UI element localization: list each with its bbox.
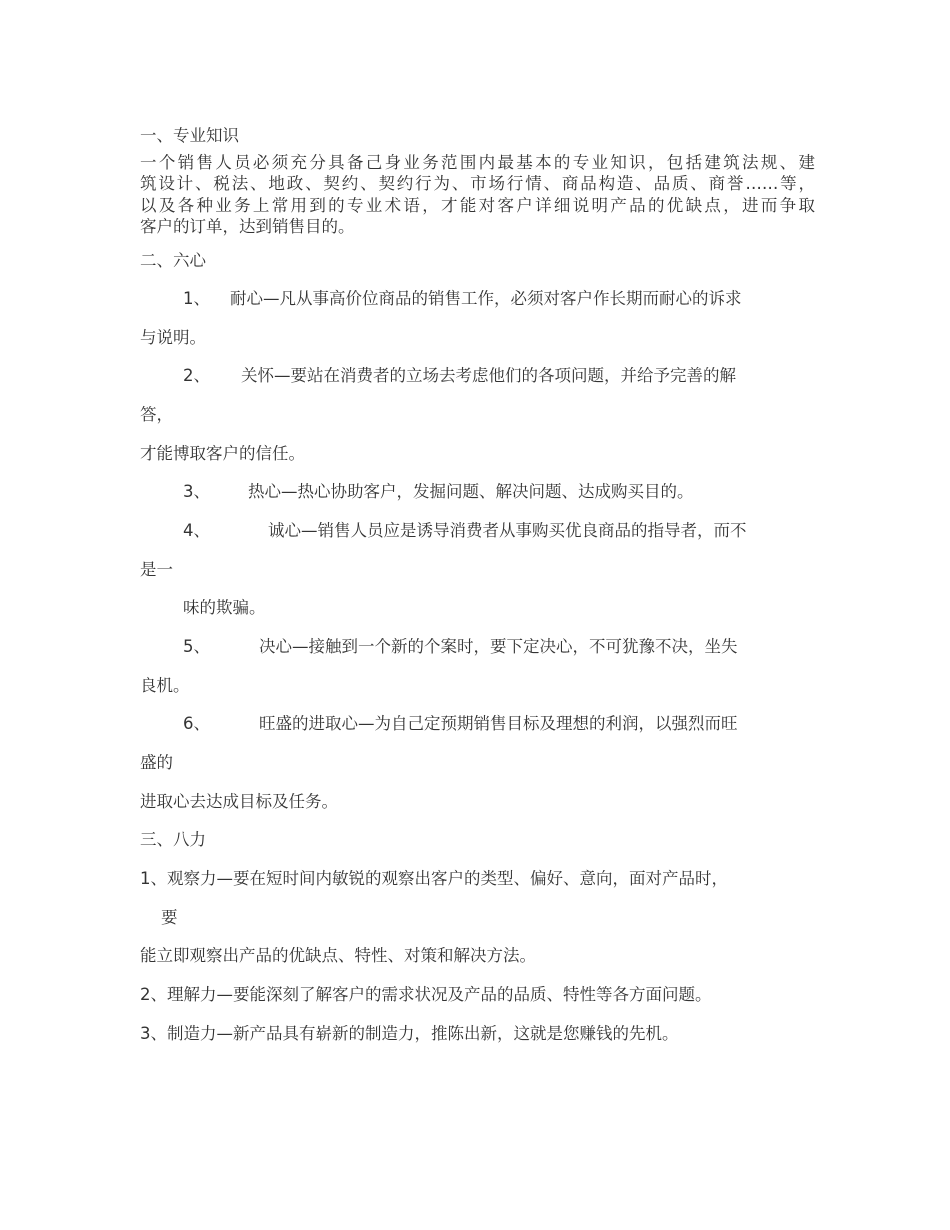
list-item-number: 1、 (183, 289, 210, 308)
list-item-number: 6、 (183, 714, 210, 733)
list-item-text: 关怀—要站在消费者的立场去考虑他们的各项问题，并给予完善的解 (241, 366, 736, 385)
section-title-professional-knowledge: 一、专业知识 (140, 126, 239, 145)
list-item-text: 诚心—销售人员应是诱导消费者从事购买优良商品的指导者，而不 (268, 521, 747, 540)
list-item-continuation: 味的欺骗。 (183, 598, 266, 617)
section-title-six-hearts: 二、六心 (140, 251, 206, 270)
list-item-text: 决心—接触到一个新的个案时，要下定决心，不可犹豫不决，坐失 (259, 637, 738, 656)
list-item-continuation: 进取心去达成目标及任务。 (140, 792, 338, 811)
list-item-text: 热心—热心协助客户，发掘问题、解决问题、达成购买目的。 (248, 482, 694, 501)
list-item-text: 耐心—凡从事高价位商品的销售工作，必须对客户作长期而耐心的诉求 (230, 289, 742, 308)
list-item-continuation: 答， (140, 405, 173, 424)
paragraph-line: 以及各种业务上常用到的专业术语，才能对客户详细说明产品的优缺点，进而争取 (140, 196, 815, 215)
list-item-number: 3、 (183, 482, 210, 501)
list-item-text: 旺盛的进取心—为自己定预期销售目标及理想的利润，以强烈而旺 (259, 714, 738, 733)
list-item-continuation: 良机。 (140, 676, 190, 695)
paragraph-line: 筑设计、税法、地政、契约、契约行为、市场行情、商品构造、品质、商誉……等， (140, 174, 815, 193)
list-item-number: 4、 (183, 521, 210, 540)
paragraph-line: 能立即观察出产品的优缺点、特性、对策和解决方法。 (140, 946, 536, 965)
list-item-continuation: 盛的 (140, 753, 173, 772)
list-item-continuation: 与说明。 (140, 328, 206, 347)
list-item-continuation: 是一 (140, 560, 173, 579)
list-item-number: 2、 (183, 366, 210, 385)
section-title-eight-powers: 三、八力 (140, 830, 206, 849)
paragraph-line: 2、理解力—要能深刻了解客户的需求状况及产品的品质、特性等各方面问题。 (140, 985, 712, 1004)
list-item-number: 5、 (183, 637, 210, 656)
paragraph-line: 3、制造力—新产品具有崭新的制造力，推陈出新，这就是您赚钱的先机。 (140, 1024, 679, 1043)
paragraph-line: 要 (161, 908, 178, 927)
paragraph-line: 1、观察力—要在短时间内敏锐的观察出客户的类型、偏好、意向，面对产品时， (140, 869, 728, 888)
paragraph-line: 一个销售人员必须充分具备己身业务范围内最基本的专业知识，包括建筑法规、建 (140, 153, 815, 172)
paragraph-line: 客户的订单，达到销售目的。 (140, 217, 355, 236)
list-item-continuation: 才能博取客户的信任。 (140, 444, 305, 463)
